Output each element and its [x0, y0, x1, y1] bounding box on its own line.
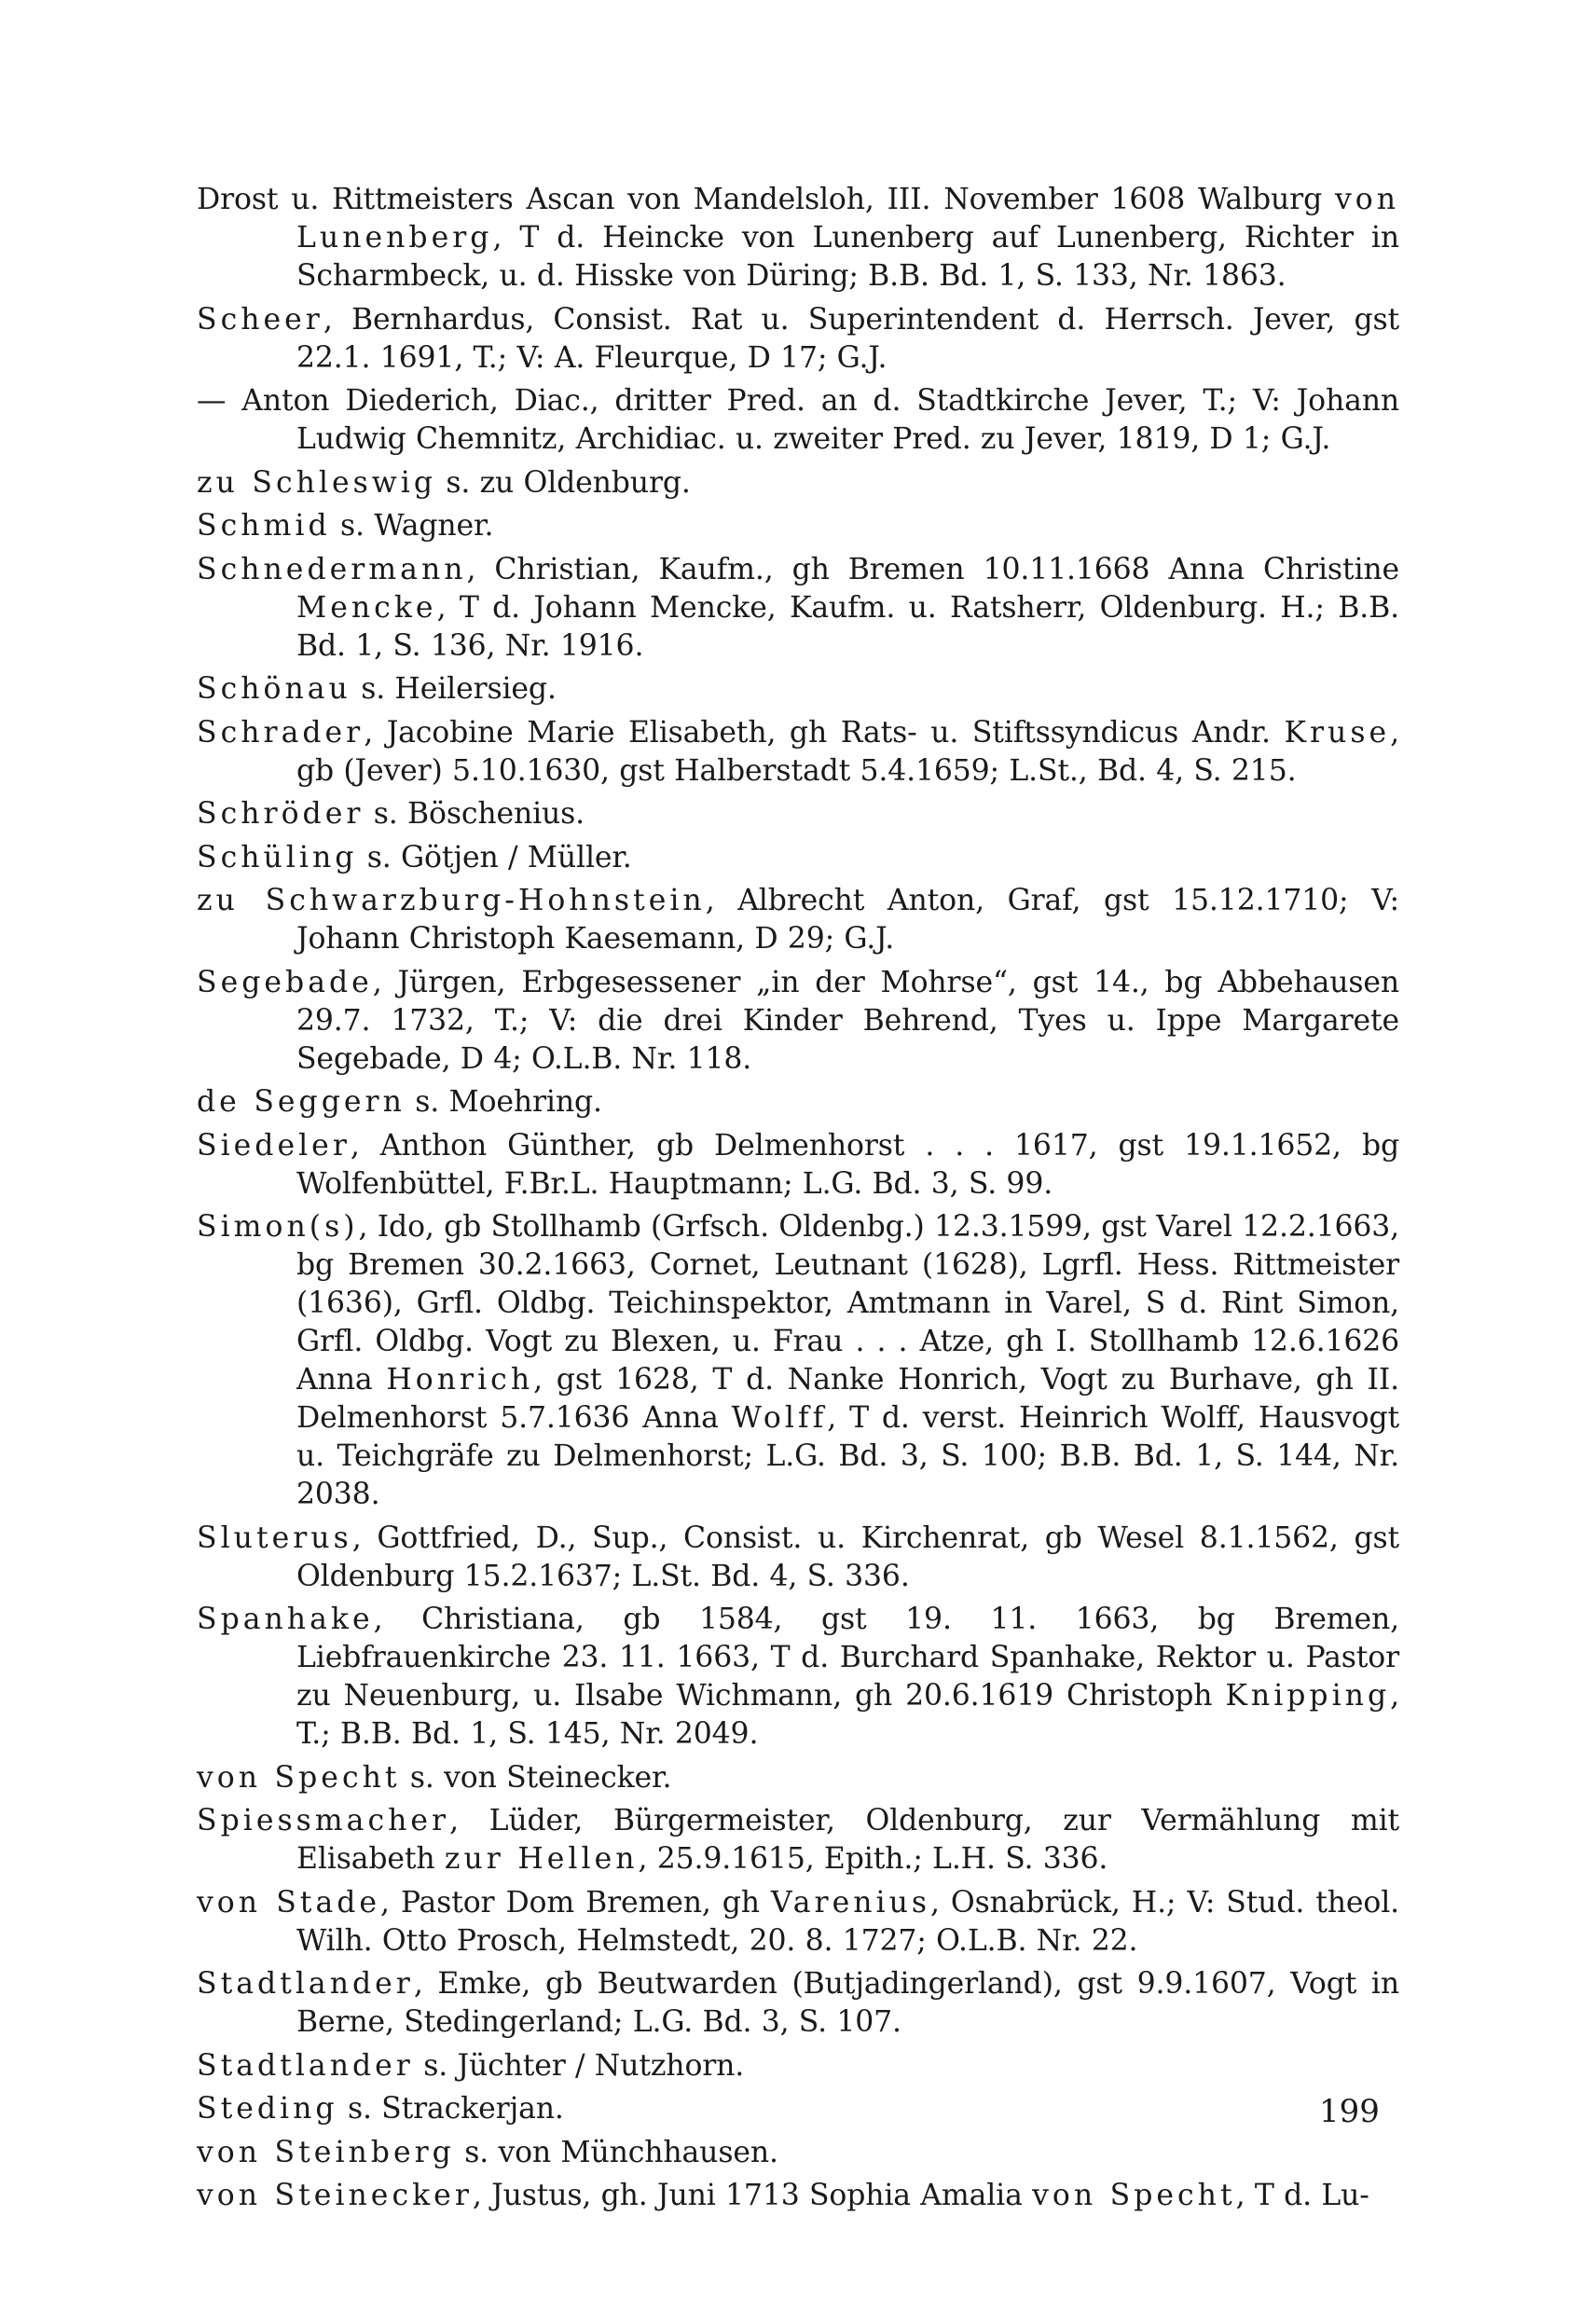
- entry: [197, 507, 1399, 545]
- entry-name-spaced: Varenius: [770, 1885, 931, 1920]
- entry: [197, 839, 1399, 877]
- entry-text: s. zu Oldenburg.: [436, 465, 691, 500]
- entry-name-spaced: Mencke: [296, 590, 437, 625]
- entry-text: s. Böschenius.: [364, 797, 585, 831]
- entry-name-spaced: Kruse: [1284, 715, 1391, 750]
- entry: [197, 551, 1399, 666]
- entry-name-spaced: Honrich: [386, 1363, 534, 1397]
- entry-text: s. Götjen / Müller.: [357, 840, 632, 874]
- entry-name-spaced: Scheer: [197, 302, 323, 337]
- entry-name-spaced: Siedeler: [197, 1128, 351, 1163]
- entry-name-spaced: Spiessmacher: [197, 1804, 450, 1837]
- entry-text: , Christiana, gb 1584, gst 19. 11. 1663, bg Bremen, Liebfrauenkirche 23. 11. 1663, T d. Burchard Spanhake, Rektor u. Pastor zu Neuenburg, u. Ilsabe Wichmann, gh 20.6.1619 Christoph: [296, 1603, 1399, 1713]
- entry-text: , Pastor Dom Bremen, gh: [380, 1885, 771, 1920]
- entry-name-spaced: zur Hellen: [444, 1842, 639, 1876]
- entry-name-spaced: von Specht: [1032, 2179, 1236, 2212]
- entry: [197, 181, 1399, 296]
- entry: [197, 1759, 1399, 1797]
- entry-text: , T d. verst. Heinrich Wolff, Hausvogt u. Teichgräfe zu Delmenhorst; L.G. Bd. 3, S. 100; B.B. Bd. 1, S. 144, Nr. 2038.: [296, 1401, 1399, 1511]
- entry: [197, 1083, 1399, 1122]
- entry-text: Drost u. Rittmeisters Ascan von Mandelsloh, III. November 1608 Walburg: [197, 183, 1335, 216]
- entry-text: , 25.9.1615, Epith.; L.H. S. 336.: [638, 1842, 1108, 1876]
- dictionary-entries: [197, 181, 1399, 2221]
- entry: [197, 1208, 1399, 1514]
- entry-text: s. Strackerjan.: [337, 2092, 564, 2126]
- entry-text: , gst 1628, T d. Nanke Honrich, Vogt zu Burhave, gh II. Delmenhorst 5.7.1636 Anna: [296, 1363, 1399, 1435]
- entry-name-spaced: zu Schwarzburg-Hohnstein: [197, 884, 706, 917]
- entry: [197, 1965, 1399, 2042]
- entry-text: s. Moehring.: [405, 1085, 602, 1119]
- entry: [197, 1802, 1399, 1878]
- entry-text: , T.; B.B. Bd. 1, S. 145, Nr. 2049.: [296, 1679, 1399, 1751]
- entry: [197, 964, 1399, 1079]
- entry-name-spaced: Knipping: [1225, 1679, 1391, 1713]
- entry-name-spaced: Simon(s): [197, 1210, 359, 1244]
- entry-name-spaced: zu Schleswig: [197, 465, 436, 500]
- entry-text: , gb (Jever) 5.10.1630, gst Halberstadt 5.4.1659; L.St., Bd. 4, S. 215.: [296, 715, 1399, 788]
- entry-text: , Albrecht Anton, Graf, gst 15.12.1710; V: Johann Christoph Kaesemann, D 29; G.J.: [296, 884, 1399, 956]
- entry-name-spaced: Segebade: [197, 965, 373, 999]
- entry-text: s. Jüchter / Nutzhorn.: [413, 2048, 745, 2083]
- entry-text: , Lüder, Bürgermeister, Oldenburg, zur Vermählung mit Elisabeth: [296, 1804, 1399, 1876]
- entry-text: s. Heilersieg.: [351, 672, 557, 706]
- entry-text: , Jacobine Marie Elisabeth, gh Rats- u. Stiftssyndicus Andr.: [364, 715, 1285, 750]
- entry-name-spaced: Schrader: [197, 715, 365, 750]
- entry: [197, 882, 1399, 958]
- entry-text: , T d. Lu-: [1235, 2179, 1369, 2212]
- entry-name-spaced: Schüling: [197, 840, 358, 874]
- entry-text: , Bernhardus, Consist. Rat u. Superintendent d. Herrsch. Jever, gst 22.1. 1691, T.; V: A. Fleurque, D 17; G.J.: [296, 302, 1399, 375]
- entry-name-spaced: Stadtlander: [197, 1967, 414, 2001]
- entry: [197, 301, 1399, 378]
- entry-name-spaced: von Steinberg: [197, 2135, 455, 2169]
- entry-name-spaced: Schröder: [197, 797, 365, 831]
- entry-name-spaced: Schönau: [197, 672, 351, 706]
- entry-text: , Justus, gh. Juni 1713 Sophia Amalia: [472, 2179, 1033, 2212]
- entry: [197, 2134, 1399, 2172]
- entry-text: , Emke, gb Beutwarden (Butjadingerland), gst 9.9.1607, Vogt in Berne, Stedingerland; L.G. Bd. 3, S. 107.: [296, 1967, 1399, 2039]
- entry-name-spaced: Schmid: [197, 509, 331, 543]
- entry-text: , Ido, gb Stollhamb (Grfsch. Oldenbg.) 12.3.1599, gst Varel 12.2.1663, bg Bremen 30.2.1663, Cornet, Leutnant (1628), Lgrfl. Hess. Rittmeister (1636), Grfl. Oldbg. Teichinspektor, Amtmann in Varel, S d. Rint Simon, Grfl. Oldbg. Vogt zu Blexen, u. Frau . . . Atze, gh I. Stollhamb 12.6.1626 Anna: [296, 1210, 1399, 1397]
- entry-name-spaced: von Lunenberg: [296, 183, 1399, 255]
- entry-text: , Anthon Günther, gb Delmenhorst . . . 1617, gst 19.1.1652, bg Wolfenbüttel, F.Br.L. Hauptmann; L.G. Bd. 3, S. 99.: [296, 1128, 1399, 1201]
- entry-name-spaced: Stadtlander: [197, 2048, 414, 2083]
- entry-text: — Anton Diederich, Diac., dritter Pred. an d. Stadtkirche Jever, T.; V: Johann Ludwig Chemnitz, Archidiac. u. zweiter Pred. zu Jever, 1819, D 1; G.J.: [197, 384, 1399, 456]
- entry-text: , Jürgen, Erbgesessener „in der Mohrse“, gst 14., bg Abbehausen 29.7. 1732, T.; V: die drei Kinder Behrend, Tyes u. Ippe Margarete Segebade, D 4; O.L.B. Nr. 118.: [296, 965, 1399, 1076]
- entry: [197, 795, 1399, 833]
- entry: [197, 1884, 1399, 1961]
- entry: [197, 670, 1399, 709]
- page-number: 199: [1319, 2093, 1380, 2130]
- entry: [197, 714, 1399, 791]
- entry-text: , T d. Johann Mencke, Kaufm. u. Ratsherr, Oldenburg. H.; B.B. Bd. 1, S. 136, Nr. 1916.: [296, 590, 1399, 663]
- entry-name-spaced: von Specht: [197, 1760, 401, 1795]
- entry-text: , T d. Heincke von Lunenberg auf Lunenberg, Richter in Scharmbeck, u. d. Hisske von Düring; B.B. Bd. 1, S. 133, Nr. 1863.: [296, 221, 1399, 293]
- entry-text: s. von Steinecker.: [400, 1760, 672, 1795]
- entry: [197, 382, 1399, 459]
- entry-name-spaced: Spanhake: [197, 1603, 374, 1636]
- entry: [197, 1601, 1399, 1754]
- entry: [197, 2177, 1399, 2215]
- entry-name-spaced: von Steinecker: [197, 2179, 473, 2212]
- entry-name-spaced: Wolff: [731, 1401, 828, 1435]
- entry: [197, 1127, 1399, 1204]
- entry: [197, 464, 1399, 502]
- entry: [197, 2090, 1399, 2128]
- entry-name-spaced: von Stade: [197, 1885, 381, 1920]
- entry-text: s. von Münchhausen.: [454, 2135, 778, 2169]
- entry-name-spaced: Steding: [197, 2092, 338, 2126]
- entry-text: s. Wagner.: [330, 509, 494, 543]
- entry-name-spaced: Schnedermann: [197, 552, 467, 586]
- entry: [197, 2047, 1399, 2085]
- entry-name-spaced: Sluterus: [197, 1521, 352, 1555]
- entry-name-spaced: de Seggern: [197, 1085, 406, 1119]
- entry-text: , Osnabrück, H.; V: Stud. theol. Wilh. Otto Prosch, Helmstedt, 20. 8. 1727; O.L.B. Nr. 22.: [296, 1885, 1400, 1958]
- entry: [197, 1520, 1399, 1596]
- entry-text: , Christian, Kaufm., gh Bremen 10.11.1668 Anna Christine: [466, 552, 1399, 586]
- entry-text: , Gottfried, D., Sup., Consist. u. Kirchenrat, gb Wesel 8.1.1562, gst Oldenburg 15.2.1637; L.St. Bd. 4, S. 336.: [296, 1521, 1399, 1593]
